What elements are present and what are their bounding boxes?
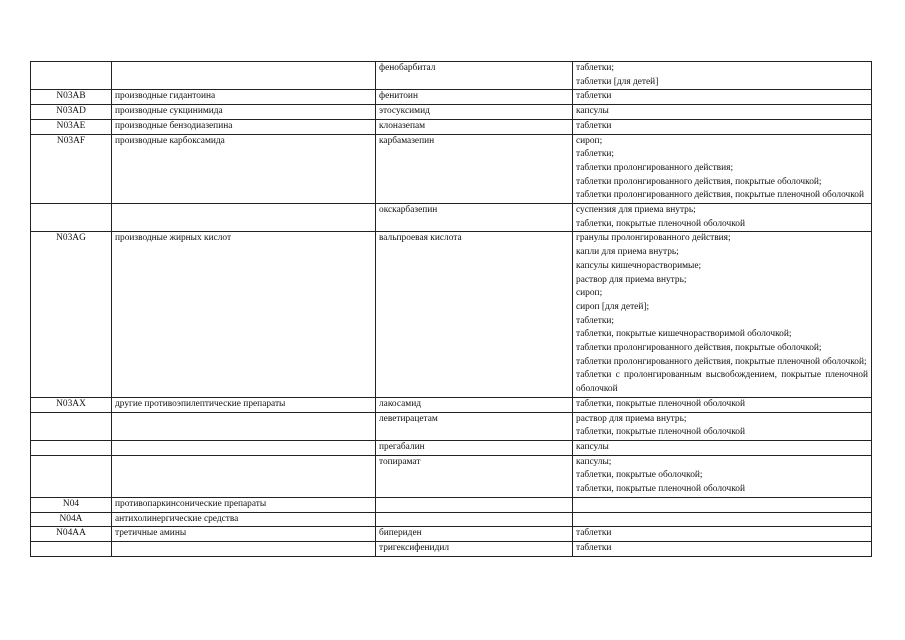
dosage-form-line: капсулы кишечнорастворимые; [576,260,702,271]
atc-code-cell: N04AA [31,527,112,542]
dosage-form-line: таблетки, покрытые пленочной оболочкой [576,218,745,229]
dosage-form-cell [573,90,872,105]
pharmacological-group-cell: производные гидантоина [112,90,376,105]
dosage-form-cell [573,412,872,440]
atc-code-cell [31,440,112,455]
dosage-form-cell [573,497,872,512]
table-row [31,497,872,512]
drug-name-cell: этосуксимид [376,105,573,120]
dosage-form-line: сироп; [576,135,603,146]
dosage-form-line: таблетки, покрытые кишечнорастворимой оболочкой; [576,329,792,340]
dosage-form-line: таблетки, покрытые пленочной оболочкой [576,484,745,495]
dosage-form-cell [573,119,872,134]
dosage-form-line: раствор для приема внутрь; [576,274,687,285]
dosage-form-line: таблетки, покрытые пленочной оболочкой [576,427,745,438]
table-row [31,455,872,497]
atc-code-cell: N03AF [31,134,112,204]
drug-name-cell: вальпроевая кислота [376,232,573,397]
table-row [31,512,872,527]
atc-code-cell: N04 [31,497,112,512]
dosage-form-cell [573,455,872,497]
dosage-form-line: таблетки [576,528,612,539]
dosage-form-line: капсулы [576,106,609,117]
dosage-form-cell [573,232,872,397]
drug-name-cell: топирамат [376,455,573,497]
atc-code-cell: N03AG [31,232,112,397]
table-row [31,527,872,542]
pharmacological-group-cell: производные сукцинимида [112,105,376,120]
dosage-form-line: капли для приема внутрь; [576,247,679,258]
pharmacological-group-cell: противопаркинсонические препараты [112,497,376,512]
dosage-form-line: раствор для приема внутрь; [576,413,687,424]
dosage-form-cell [573,440,872,455]
drug-name-cell [376,497,573,512]
dosage-form-cell [573,397,872,412]
dosage-form-line: таблетки, покрытые оболочкой; [576,470,703,481]
table-row [31,412,872,440]
dosage-form-line: суспензия для приема внутрь; [576,205,696,216]
table-row [31,397,872,412]
pharmacological-group-cell: производные карбоксамида [112,134,376,204]
table-row [31,119,872,134]
drug-name-cell: леветирацетам [376,412,573,440]
drug-name-cell [376,512,573,527]
table-row [31,134,872,204]
dosage-form-line: капсулы; [576,456,612,467]
dosage-form-line: таблетки пролонгированного действия; [576,162,734,173]
dosage-form-line: гранулы пролонгированного действия; [576,233,731,244]
atc-code-cell: N03AB [31,90,112,105]
pharmacological-group-cell: третичные амины [112,527,376,542]
dosage-form-line: таблетки с пролонгированным высвобождением, покрытые пленочной оболочкой [576,370,868,395]
dosage-form-line: сироп [для детей]; [576,301,650,312]
drug-name-cell: карбамазепин [376,134,573,204]
dosage-form-line: таблетки; [576,149,615,160]
dosage-form-line: капсулы [576,441,609,452]
atc-code-cell: N03AD [31,105,112,120]
atc-code-cell: N03AX [31,397,112,412]
dosage-form-cell [573,204,872,232]
dosage-form-line: таблетки [576,542,612,553]
pharmacological-group-cell: антихолинергические средства [112,512,376,527]
drug-name-cell: окскарбазепин [376,204,573,232]
dosage-form-line: таблетки пролонгированного действия, покрытые оболочкой; [576,343,822,354]
dosage-form-line: сироп; [576,288,603,299]
pharmacological-group-cell: другие противоэпилептические препараты [112,397,376,412]
pharmacological-group-cell [112,455,376,497]
table-row [31,204,872,232]
dosage-form-cell [573,527,872,542]
dosage-form-line: таблетки [для детей] [576,76,659,87]
dosage-form-cell [573,134,872,204]
pharmacological-group-cell [112,62,376,90]
table-body [31,62,872,557]
dosage-form-line: таблетки пролонгированного действия, покрытые оболочкой; [576,176,822,187]
atc-code-cell [31,412,112,440]
pharmacological-group-cell [112,440,376,455]
dosage-form-cell [573,541,872,556]
dosage-form-line: таблетки; [576,63,615,73]
pharmacological-group-cell [112,204,376,232]
dosage-form-line: таблетки пролонгированного действия, покрытые пленочной оболочкой [576,190,865,201]
drug-name-cell: клоназепам [376,119,573,134]
drug-name-cell: фенитоин [376,90,573,105]
atc-code-cell [31,62,112,90]
pharmacological-group-cell: производные жирных кислот [112,232,376,397]
drug-name-cell: фенобарбитал [376,62,573,90]
drug-name-cell: бипериден [376,527,573,542]
drug-name-cell: прегабалин [376,440,573,455]
drug-name-cell: лакосамид [376,397,573,412]
table-row [31,90,872,105]
atc-code-cell: N04A [31,512,112,527]
atc-code-cell [31,204,112,232]
dosage-form-cell [573,62,872,90]
table-row [31,440,872,455]
dosage-form-cell [573,105,872,120]
atc-code-cell [31,455,112,497]
pharmacological-group-cell: производные бензодиазепина [112,119,376,134]
medication-table [30,61,872,557]
table-row [31,62,872,90]
dosage-form-cell [573,512,872,527]
pharmacological-group-cell [112,412,376,440]
drug-name-cell: тригексифенидил [376,541,573,556]
pharmacological-group-cell [112,541,376,556]
table-row [31,232,872,397]
table-row [31,105,872,120]
dosage-form-line: таблетки [576,91,612,102]
atc-code-cell [31,541,112,556]
dosage-form-line: таблетки [576,120,612,131]
atc-code-cell: N03AE [31,119,112,134]
table-row [31,541,872,556]
dosage-form-line: таблетки пролонгированного действия, покрытые пленочной оболочкой; [576,356,867,367]
dosage-form-line: таблетки; [576,315,615,326]
dosage-form-line: таблетки, покрытые пленочной оболочкой [576,398,745,409]
